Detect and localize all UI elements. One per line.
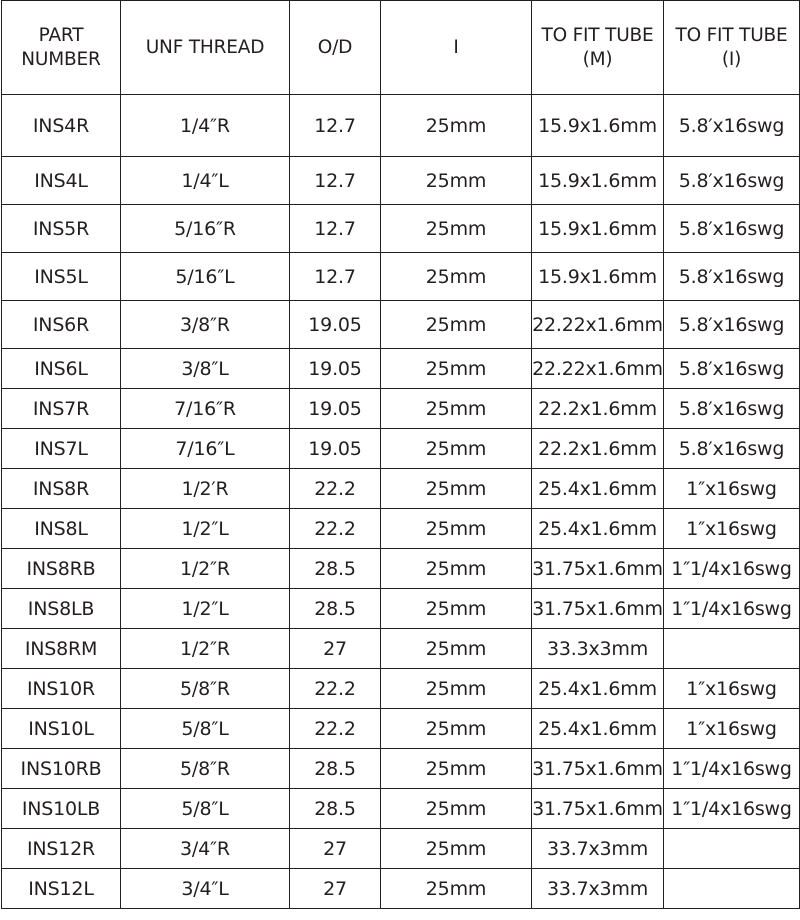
table-row: [2, 669, 800, 709]
tube-imperial-cell: 1″1/4x16swg: [664, 789, 800, 829]
part-number-cell: INS10L: [2, 709, 121, 749]
table-row: [2, 253, 800, 301]
table-row: [2, 589, 800, 629]
tube-metric-cell: 25.4x1.6mm: [532, 709, 664, 749]
unf-thread-cell: 3/8″L: [121, 349, 290, 389]
tube-metric-cell: 15.9x1.6mm: [532, 95, 664, 157]
od-cell: 12.7: [290, 157, 381, 205]
header-text: (I): [721, 48, 742, 70]
od-cell: 27: [290, 829, 381, 869]
i-cell: 25mm: [381, 469, 532, 509]
part-number-cell: INS7L: [2, 429, 121, 469]
part-number-cell: INS8RB: [2, 549, 121, 589]
part-number-cell: INS8RM: [2, 629, 121, 669]
i-cell: 25mm: [381, 253, 532, 301]
header-text: TO FIT TUBE: [541, 24, 654, 46]
i-cell: 25mm: [381, 349, 532, 389]
table-row: [2, 549, 800, 589]
header-text: UNF THREAD: [145, 36, 265, 58]
od-cell: 19.05: [290, 301, 381, 349]
unf-thread-cell: 3/4″L: [121, 869, 290, 909]
od-cell: 22.2: [290, 469, 381, 509]
tube-imperial-cell: 5.8′x16swg: [664, 349, 800, 389]
i-cell: 25mm: [381, 429, 532, 469]
od-cell: 28.5: [290, 749, 381, 789]
i-cell: 25mm: [381, 629, 532, 669]
tube-imperial-cell: 5.8′x16swg: [664, 429, 800, 469]
table-row: [2, 389, 800, 429]
i-cell: 25mm: [381, 669, 532, 709]
unf-thread-cell: 7/16″R: [121, 389, 290, 429]
part-number-cell: INS7R: [2, 389, 121, 429]
tube-metric-cell: 22.22x1.6mm: [532, 301, 664, 349]
unf-thread-cell: 5/16″L: [121, 253, 290, 301]
tube-imperial-cell: 5.8′x16swg: [664, 205, 800, 253]
header-text: (M): [582, 48, 613, 70]
tube-metric-cell: 33.7x3mm: [532, 869, 664, 909]
header-text: NUMBER: [21, 48, 101, 70]
i-cell: 25mm: [381, 749, 532, 789]
unf-thread-cell: 1/2′R: [121, 469, 290, 509]
od-cell: 12.7: [290, 253, 381, 301]
unf-thread-cell: 3/4″R: [121, 829, 290, 869]
table-row: [2, 629, 800, 669]
od-cell: 12.7: [290, 95, 381, 157]
tube-metric-cell: 15.9x1.6mm: [532, 205, 664, 253]
unf-thread-cell: 7/16″L: [121, 429, 290, 469]
header-od: [290, 1, 381, 95]
header-text: O/D: [317, 36, 353, 58]
unf-thread-cell: 1/2″L: [121, 589, 290, 629]
unf-thread-cell: 5/8″R: [121, 669, 290, 709]
tube-metric-cell: 22.2x1.6mm: [532, 429, 664, 469]
od-cell: 27: [290, 629, 381, 669]
od-cell: 22.2: [290, 509, 381, 549]
unf-thread-cell: 3/8″R: [121, 301, 290, 349]
tube-imperial-cell: 1″1/4x16swg: [664, 589, 800, 629]
tube-metric-cell: 22.2x1.6mm: [532, 389, 664, 429]
unf-thread-cell: 1/4″R: [121, 95, 290, 157]
tube-imperial-cell: 1″x16swg: [664, 709, 800, 749]
tube-metric-cell: 31.75x1.6mm: [532, 749, 664, 789]
i-cell: 25mm: [381, 869, 532, 909]
table-row: [2, 789, 800, 829]
i-cell: 25mm: [381, 549, 532, 589]
table-row: [2, 429, 800, 469]
tube-imperial-cell: 5.8′x16swg: [664, 389, 800, 429]
part-number-cell: INS12L: [2, 869, 121, 909]
i-cell: 25mm: [381, 389, 532, 429]
table-row: [2, 749, 800, 789]
part-number-cell: INS8L: [2, 509, 121, 549]
part-number-cell: INS8LB: [2, 589, 121, 629]
unf-thread-cell: 5/16″R: [121, 205, 290, 253]
unf-thread-cell: 1/2″L: [121, 509, 290, 549]
od-cell: 22.2: [290, 669, 381, 709]
table-row: [2, 157, 800, 205]
part-number-cell: INS4L: [2, 157, 121, 205]
od-cell: 28.5: [290, 589, 381, 629]
header-text: TO FIT TUBE: [675, 24, 788, 46]
od-cell: 19.05: [290, 429, 381, 469]
tube-metric-cell: 15.9x1.6mm: [532, 157, 664, 205]
table-row: [2, 709, 800, 749]
i-cell: 25mm: [381, 301, 532, 349]
tube-metric-cell: 33.3x3mm: [532, 629, 664, 669]
tube-imperial-cell: 5.8′x16swg: [664, 95, 800, 157]
header-tube-metric: [532, 1, 664, 95]
tube-imperial-cell: 5.8′x16swg: [664, 157, 800, 205]
tube-metric-cell: 25.4x1.6mm: [532, 469, 664, 509]
tube-imperial-cell: 5.8′x16swg: [664, 253, 800, 301]
part-number-cell: INS6R: [2, 301, 121, 349]
tube-imperial-cell: [664, 629, 800, 669]
od-cell: 22.2: [290, 709, 381, 749]
tube-imperial-cell: 1″x16swg: [664, 669, 800, 709]
i-cell: 25mm: [381, 157, 532, 205]
tube-imperial-cell: [664, 869, 800, 909]
i-cell: 25mm: [381, 509, 532, 549]
header-row: [2, 1, 800, 95]
table-row: [2, 205, 800, 253]
table-header: [2, 1, 800, 95]
part-number-cell: INS10RB: [2, 749, 121, 789]
tube-metric-cell: 22.22x1.6mm: [532, 349, 664, 389]
table-body: [2, 95, 800, 909]
tube-metric-cell: 31.75x1.6mm: [532, 789, 664, 829]
tube-imperial-cell: 1″x16swg: [664, 509, 800, 549]
i-cell: 25mm: [381, 205, 532, 253]
table-row: [2, 95, 800, 157]
i-cell: 25mm: [381, 829, 532, 869]
od-cell: 27: [290, 869, 381, 909]
od-cell: 19.05: [290, 349, 381, 389]
unf-thread-cell: 1/2″R: [121, 629, 290, 669]
unf-thread-cell: 1/4″L: [121, 157, 290, 205]
table-row: [2, 509, 800, 549]
tube-imperial-cell: 5.8′x16swg: [664, 301, 800, 349]
unf-thread-cell: 5/8″L: [121, 789, 290, 829]
header-unf-thread: [121, 1, 290, 95]
table-row: [2, 301, 800, 349]
table-row: [2, 829, 800, 869]
unf-thread-cell: 5/8″L: [121, 709, 290, 749]
unf-thread-cell: 1/2″R: [121, 549, 290, 589]
tube-imperial-cell: 1″1/4x16swg: [664, 549, 800, 589]
tube-imperial-cell: [664, 829, 800, 869]
table-row: [2, 349, 800, 389]
tube-imperial-cell: 1″x16swg: [664, 469, 800, 509]
i-cell: 25mm: [381, 95, 532, 157]
part-number-cell: INS12R: [2, 829, 121, 869]
header-part-number: [2, 1, 121, 95]
od-cell: 28.5: [290, 789, 381, 829]
tube-metric-cell: 15.9x1.6mm: [532, 253, 664, 301]
part-number-cell: INS6L: [2, 349, 121, 389]
tube-imperial-cell: 1″1/4x16swg: [664, 749, 800, 789]
tube-metric-cell: 31.75x1.6mm: [532, 589, 664, 629]
table-row: [2, 469, 800, 509]
part-number-cell: INS10LB: [2, 789, 121, 829]
header-text: I: [453, 36, 459, 58]
part-number-cell: INS4R: [2, 95, 121, 157]
tube-metric-cell: 33.7x3mm: [532, 829, 664, 869]
i-cell: 25mm: [381, 789, 532, 829]
part-number-cell: INS8R: [2, 469, 121, 509]
table-row: [2, 869, 800, 909]
i-cell: 25mm: [381, 709, 532, 749]
parts-spec-table: [1, 0, 800, 909]
tube-metric-cell: 25.4x1.6mm: [532, 509, 664, 549]
od-cell: 19.05: [290, 389, 381, 429]
header-i: [381, 1, 532, 95]
od-cell: 28.5: [290, 549, 381, 589]
i-cell: 25mm: [381, 589, 532, 629]
header-tube-imperial: [664, 1, 800, 95]
unf-thread-cell: 5/8″R: [121, 749, 290, 789]
part-number-cell: INS10R: [2, 669, 121, 709]
tube-metric-cell: 31.75x1.6mm: [532, 549, 664, 589]
tube-metric-cell: 25.4x1.6mm: [532, 669, 664, 709]
header-text: PART: [38, 24, 84, 46]
part-number-cell: INS5R: [2, 205, 121, 253]
part-number-cell: INS5L: [2, 253, 121, 301]
od-cell: 12.7: [290, 205, 381, 253]
